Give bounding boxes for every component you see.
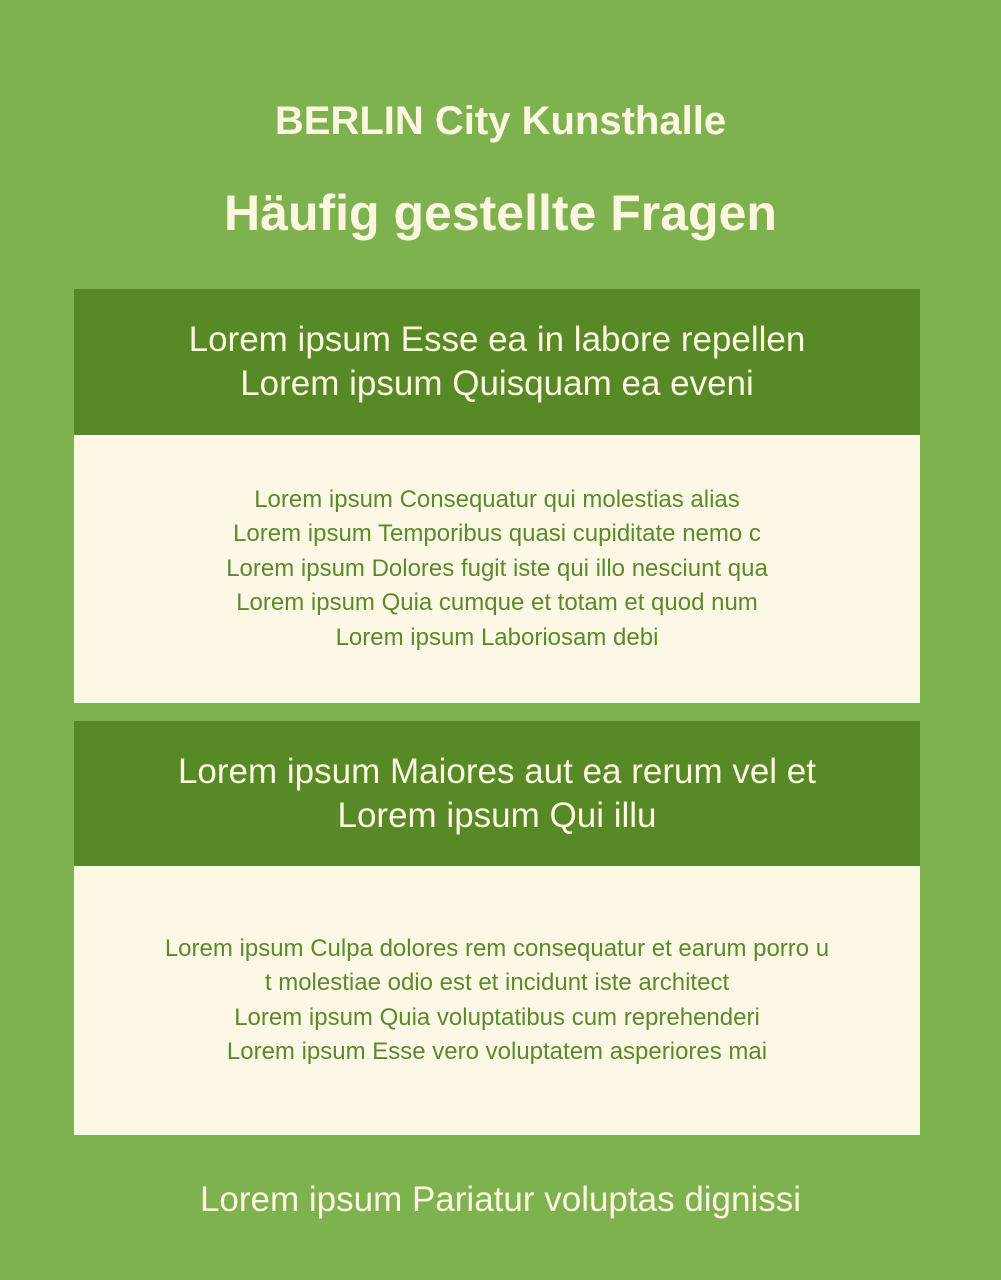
- answer-line: Lorem ipsum Culpa dolores rem consequatur et earum porro u: [164, 934, 830, 962]
- footer-text: Lorem ipsum Pariatur voluptas dignissi: [199, 1180, 802, 1219]
- answer-line: Lorem ipsum Quia cumque et totam et quod num: [236, 589, 758, 617]
- answer-line: Lorem ipsum Temporibus quasi cupiditate nemo c: [233, 520, 761, 548]
- question-line: Lorem ipsum Qui illu: [337, 796, 657, 835]
- question-line: Lorem ipsum Quisquam ea eveni: [240, 364, 754, 403]
- faq-question-2: [74, 721, 920, 867]
- faq-answer-1: [74, 435, 920, 703]
- organization-name: BERLIN City Kunsthalle: [274, 99, 727, 143]
- answer-line: Lorem ipsum Esse vero voluptatem asperiores mai: [226, 1038, 768, 1065]
- answer-line: Lorem ipsum Laboriosam debi: [335, 623, 659, 651]
- answer-line: Lorem ipsum Quia voluptatibus cum reprehenderi: [234, 1003, 760, 1031]
- question-line: Lorem ipsum Esse ea in labore repellen: [188, 320, 806, 359]
- answer-line: t molestiae odio est et incidunt iste architect: [264, 969, 730, 996]
- faq-answer-2: [74, 866, 920, 1135]
- question-line: Lorem ipsum Maiores aut ea rerum vel et: [177, 752, 817, 791]
- page-title: Häufig gestellte Fragen: [224, 185, 777, 241]
- answer-line: Lorem ipsum Consequatur qui molestias alias: [254, 485, 740, 513]
- answer-line: Lorem ipsum Dolores fugit iste qui illo nesciunt qua: [226, 554, 768, 582]
- faq-question-1: [74, 289, 920, 435]
